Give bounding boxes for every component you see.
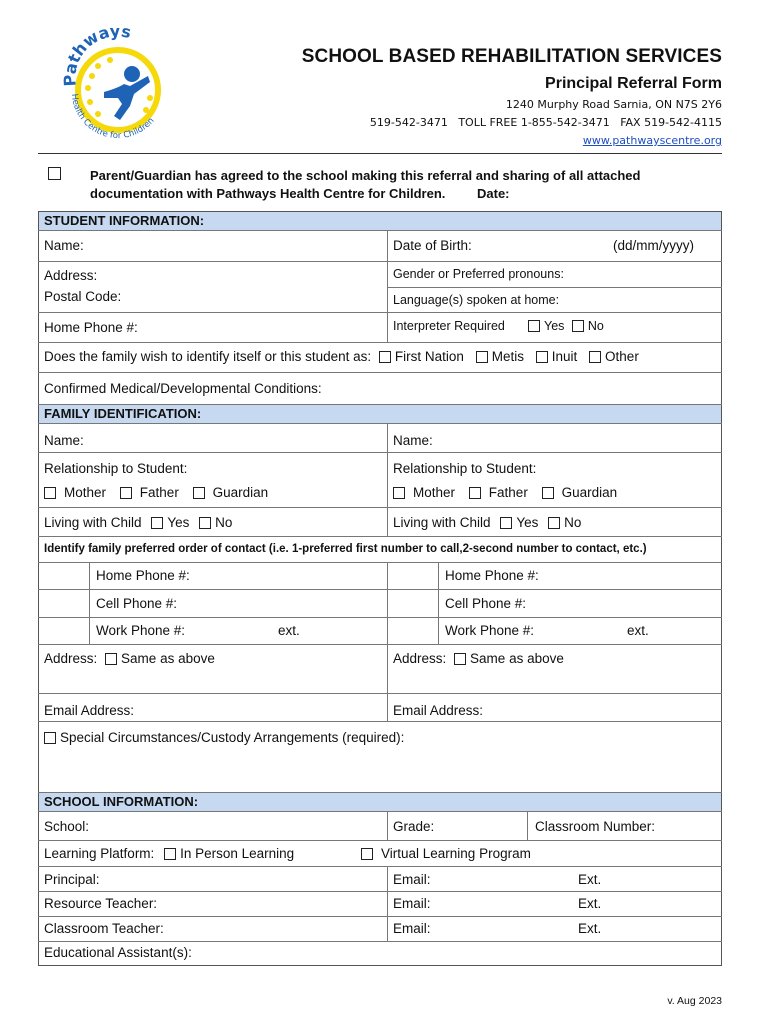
principal-ext-field[interactable]: Ext. xyxy=(578,872,602,887)
form-subtitle: Principal Referral Form xyxy=(545,75,722,92)
family1-same-checkbox[interactable] xyxy=(105,653,117,665)
consent-date-label: Date: xyxy=(477,186,510,201)
family1-guardian-label: Guardian xyxy=(212,485,269,500)
student-section-title: STUDENT INFORMATION: xyxy=(44,213,205,228)
family1-living-no-label: No xyxy=(215,515,233,530)
dob-format-hint: (dd/mm/yyyy) xyxy=(613,238,694,253)
family2-mother-checkbox[interactable] xyxy=(393,487,405,499)
family2-father-checkbox[interactable] xyxy=(469,487,481,499)
resource-ext-field[interactable]: Ext. xyxy=(578,896,602,911)
family1-guardian-checkbox[interactable] xyxy=(193,487,205,499)
family1-same-label: Same as above xyxy=(121,651,215,666)
family1-living-yes-label: Yes xyxy=(167,515,190,530)
logo-word: Pathways xyxy=(60,28,133,87)
family2-mother-label: Mother xyxy=(413,485,456,500)
family1-work-phone-field[interactable]: Work Phone #: xyxy=(96,623,186,638)
classroom-number-field[interactable]: Classroom Number: xyxy=(535,819,656,834)
family1-father-label: Father xyxy=(139,485,179,500)
family2-guardian-label: Guardian xyxy=(561,485,618,500)
consent-line-2: documentation with Pathways Health Centre for Children. xyxy=(90,186,446,201)
other-checkbox[interactable] xyxy=(589,351,601,363)
family2-living-label: Living with Child xyxy=(393,515,491,530)
family2-name-field[interactable]: Name: xyxy=(393,433,433,448)
inuit-checkbox[interactable] xyxy=(536,351,548,363)
student-language-field[interactable]: Language(s) spoken at home: xyxy=(393,293,560,307)
virtual-row xyxy=(361,846,531,861)
contact-order-note: Identify family preferred order of contact (i.e. 1-preferred first number to call,2-second number to contact, etc.) xyxy=(44,543,647,555)
principal-field[interactable]: Principal: xyxy=(44,872,100,887)
identify-question: Does the family wish to identify itself or this student as: xyxy=(44,349,372,364)
family2-same-label: Same as above xyxy=(470,651,564,666)
student-dob-field[interactable]: Date of Birth: xyxy=(393,238,472,253)
identify-row xyxy=(44,349,639,364)
family2-cell-phone-field[interactable]: Cell Phone #: xyxy=(445,596,527,611)
family1-living-no-checkbox[interactable] xyxy=(199,517,211,529)
special-circumstances-row xyxy=(44,730,404,745)
consent-text xyxy=(90,167,640,203)
family2-work-ext: ext. xyxy=(627,623,649,638)
student-gender-field[interactable]: Gender or Preferred pronouns: xyxy=(393,267,564,281)
family2-living-no-label: No xyxy=(564,515,582,530)
classroom-teacher-field[interactable]: Classroom Teacher: xyxy=(44,921,164,936)
school-section-header xyxy=(39,793,721,811)
school-name-field[interactable]: School: xyxy=(44,819,90,834)
family1-mother-label: Mother xyxy=(64,485,107,500)
pathways-logo xyxy=(58,28,176,144)
family2-home-phone-field[interactable]: Home Phone #: xyxy=(445,568,539,583)
conditions-field[interactable]: Confirmed Medical/Developmental Conditions: xyxy=(44,381,322,396)
family-section-header xyxy=(39,405,721,423)
family1-address-label: Address: xyxy=(44,651,98,666)
org-phones: 519-542-3471 TOLL FREE 1-855-542-3471 FAX 519-542-4115 xyxy=(369,116,722,129)
resource-teacher-field[interactable]: Resource Teacher: xyxy=(44,896,158,911)
inuit-label: Inuit xyxy=(551,349,578,364)
family2-email-field[interactable]: Email Address: xyxy=(393,703,484,718)
in-person-label: In Person Learning xyxy=(180,846,295,861)
family1-living-yes-checkbox[interactable] xyxy=(151,517,163,529)
family2-living-yes-label: Yes xyxy=(516,515,539,530)
org-address: 1240 Murphy Road Sarnia, ON N7S 2Y6 xyxy=(505,98,722,111)
family2-guardian-checkbox[interactable] xyxy=(542,487,554,499)
family2-relationship-label: Relationship to Student: xyxy=(393,461,537,476)
family1-email-field[interactable]: Email Address: xyxy=(44,703,135,718)
family2-living-row xyxy=(393,515,581,530)
form-title: SCHOOL BASED REHABILITATION SERVICES xyxy=(301,46,722,67)
first-nation-label: First Nation xyxy=(394,349,464,364)
family2-relationship-options xyxy=(393,485,617,500)
logo-graphic xyxy=(58,28,176,144)
special-circumstances-label: Special Circumstances/Custody Arrangements (required): xyxy=(60,730,405,745)
interpreter-no-checkbox[interactable] xyxy=(572,320,584,332)
classroom-email-field[interactable]: Email: xyxy=(393,921,431,936)
metis-checkbox[interactable] xyxy=(476,351,488,363)
student-address-field[interactable]: Address: xyxy=(44,268,98,283)
logo-arc-text: Health Centre for Children xyxy=(68,93,157,142)
learning-platform-label: Learning Platform: xyxy=(44,846,155,861)
student-home-phone-field[interactable]: Home Phone #: xyxy=(44,320,138,335)
special-circumstances-checkbox[interactable] xyxy=(44,732,56,744)
family1-living-row xyxy=(44,515,232,530)
metis-label: Metis xyxy=(491,349,524,364)
family2-address-row xyxy=(393,651,564,666)
interpreter-yes-checkbox[interactable] xyxy=(528,320,540,332)
family1-living-label: Living with Child xyxy=(44,515,142,530)
school-section-title: SCHOOL INFORMATION: xyxy=(44,794,199,809)
family1-mother-checkbox[interactable] xyxy=(44,487,56,499)
family2-living-yes-checkbox[interactable] xyxy=(500,517,512,529)
family2-work-phone-field[interactable]: Work Phone #: xyxy=(445,623,535,638)
family1-father-checkbox[interactable] xyxy=(120,487,132,499)
resource-email-field[interactable]: Email: xyxy=(393,896,431,911)
version-label: v. Aug 2023 xyxy=(667,995,722,1007)
student-section-header xyxy=(39,212,721,230)
educational-assistant-field[interactable]: Educational Assistant(s): xyxy=(44,945,192,960)
family1-work-ext: ext. xyxy=(278,623,300,638)
student-name-field[interactable]: Name: xyxy=(44,238,84,253)
interpreter-label: Interpreter Required xyxy=(393,319,505,333)
org-website-link[interactable]: www.pathwayscentre.org xyxy=(582,134,722,147)
principal-email-field[interactable]: Email: xyxy=(393,872,431,887)
learning-platform-row xyxy=(44,846,294,861)
family1-name-field[interactable]: Name: xyxy=(44,433,84,448)
family-section-title: FAMILY IDENTIFICATION: xyxy=(44,406,202,421)
first-nation-checkbox[interactable] xyxy=(379,351,391,363)
in-person-checkbox[interactable] xyxy=(164,848,176,860)
family1-relationship-options xyxy=(44,485,268,500)
consent-line-1: Parent/Guardian has agreed to the school making this referral and sharing of all attached xyxy=(90,168,641,183)
family2-living-no-checkbox[interactable] xyxy=(548,517,560,529)
grade-field[interactable]: Grade: xyxy=(393,819,435,834)
family1-cell-phone-field[interactable]: Cell Phone #: xyxy=(96,596,178,611)
family1-home-phone-field[interactable]: Home Phone #: xyxy=(96,568,190,583)
other-label: Other xyxy=(605,349,639,364)
student-postal-field[interactable]: Postal Code: xyxy=(44,289,122,304)
interpreter-yes-label: Yes xyxy=(544,319,565,333)
consent-checkbox[interactable] xyxy=(48,167,61,180)
family2-father-label: Father xyxy=(488,485,528,500)
family2-same-checkbox[interactable] xyxy=(454,653,466,665)
header-rule xyxy=(38,153,722,154)
interpreter-no-label: No xyxy=(587,319,604,333)
family1-relationship-label: Relationship to Student: xyxy=(44,461,188,476)
family1-address-row xyxy=(44,651,215,666)
classroom-ext-field[interactable]: Ext. xyxy=(578,921,602,936)
virtual-checkbox[interactable] xyxy=(361,848,373,860)
family2-address-label: Address: xyxy=(393,651,447,666)
virtual-label: Virtual Learning Program xyxy=(381,846,531,861)
